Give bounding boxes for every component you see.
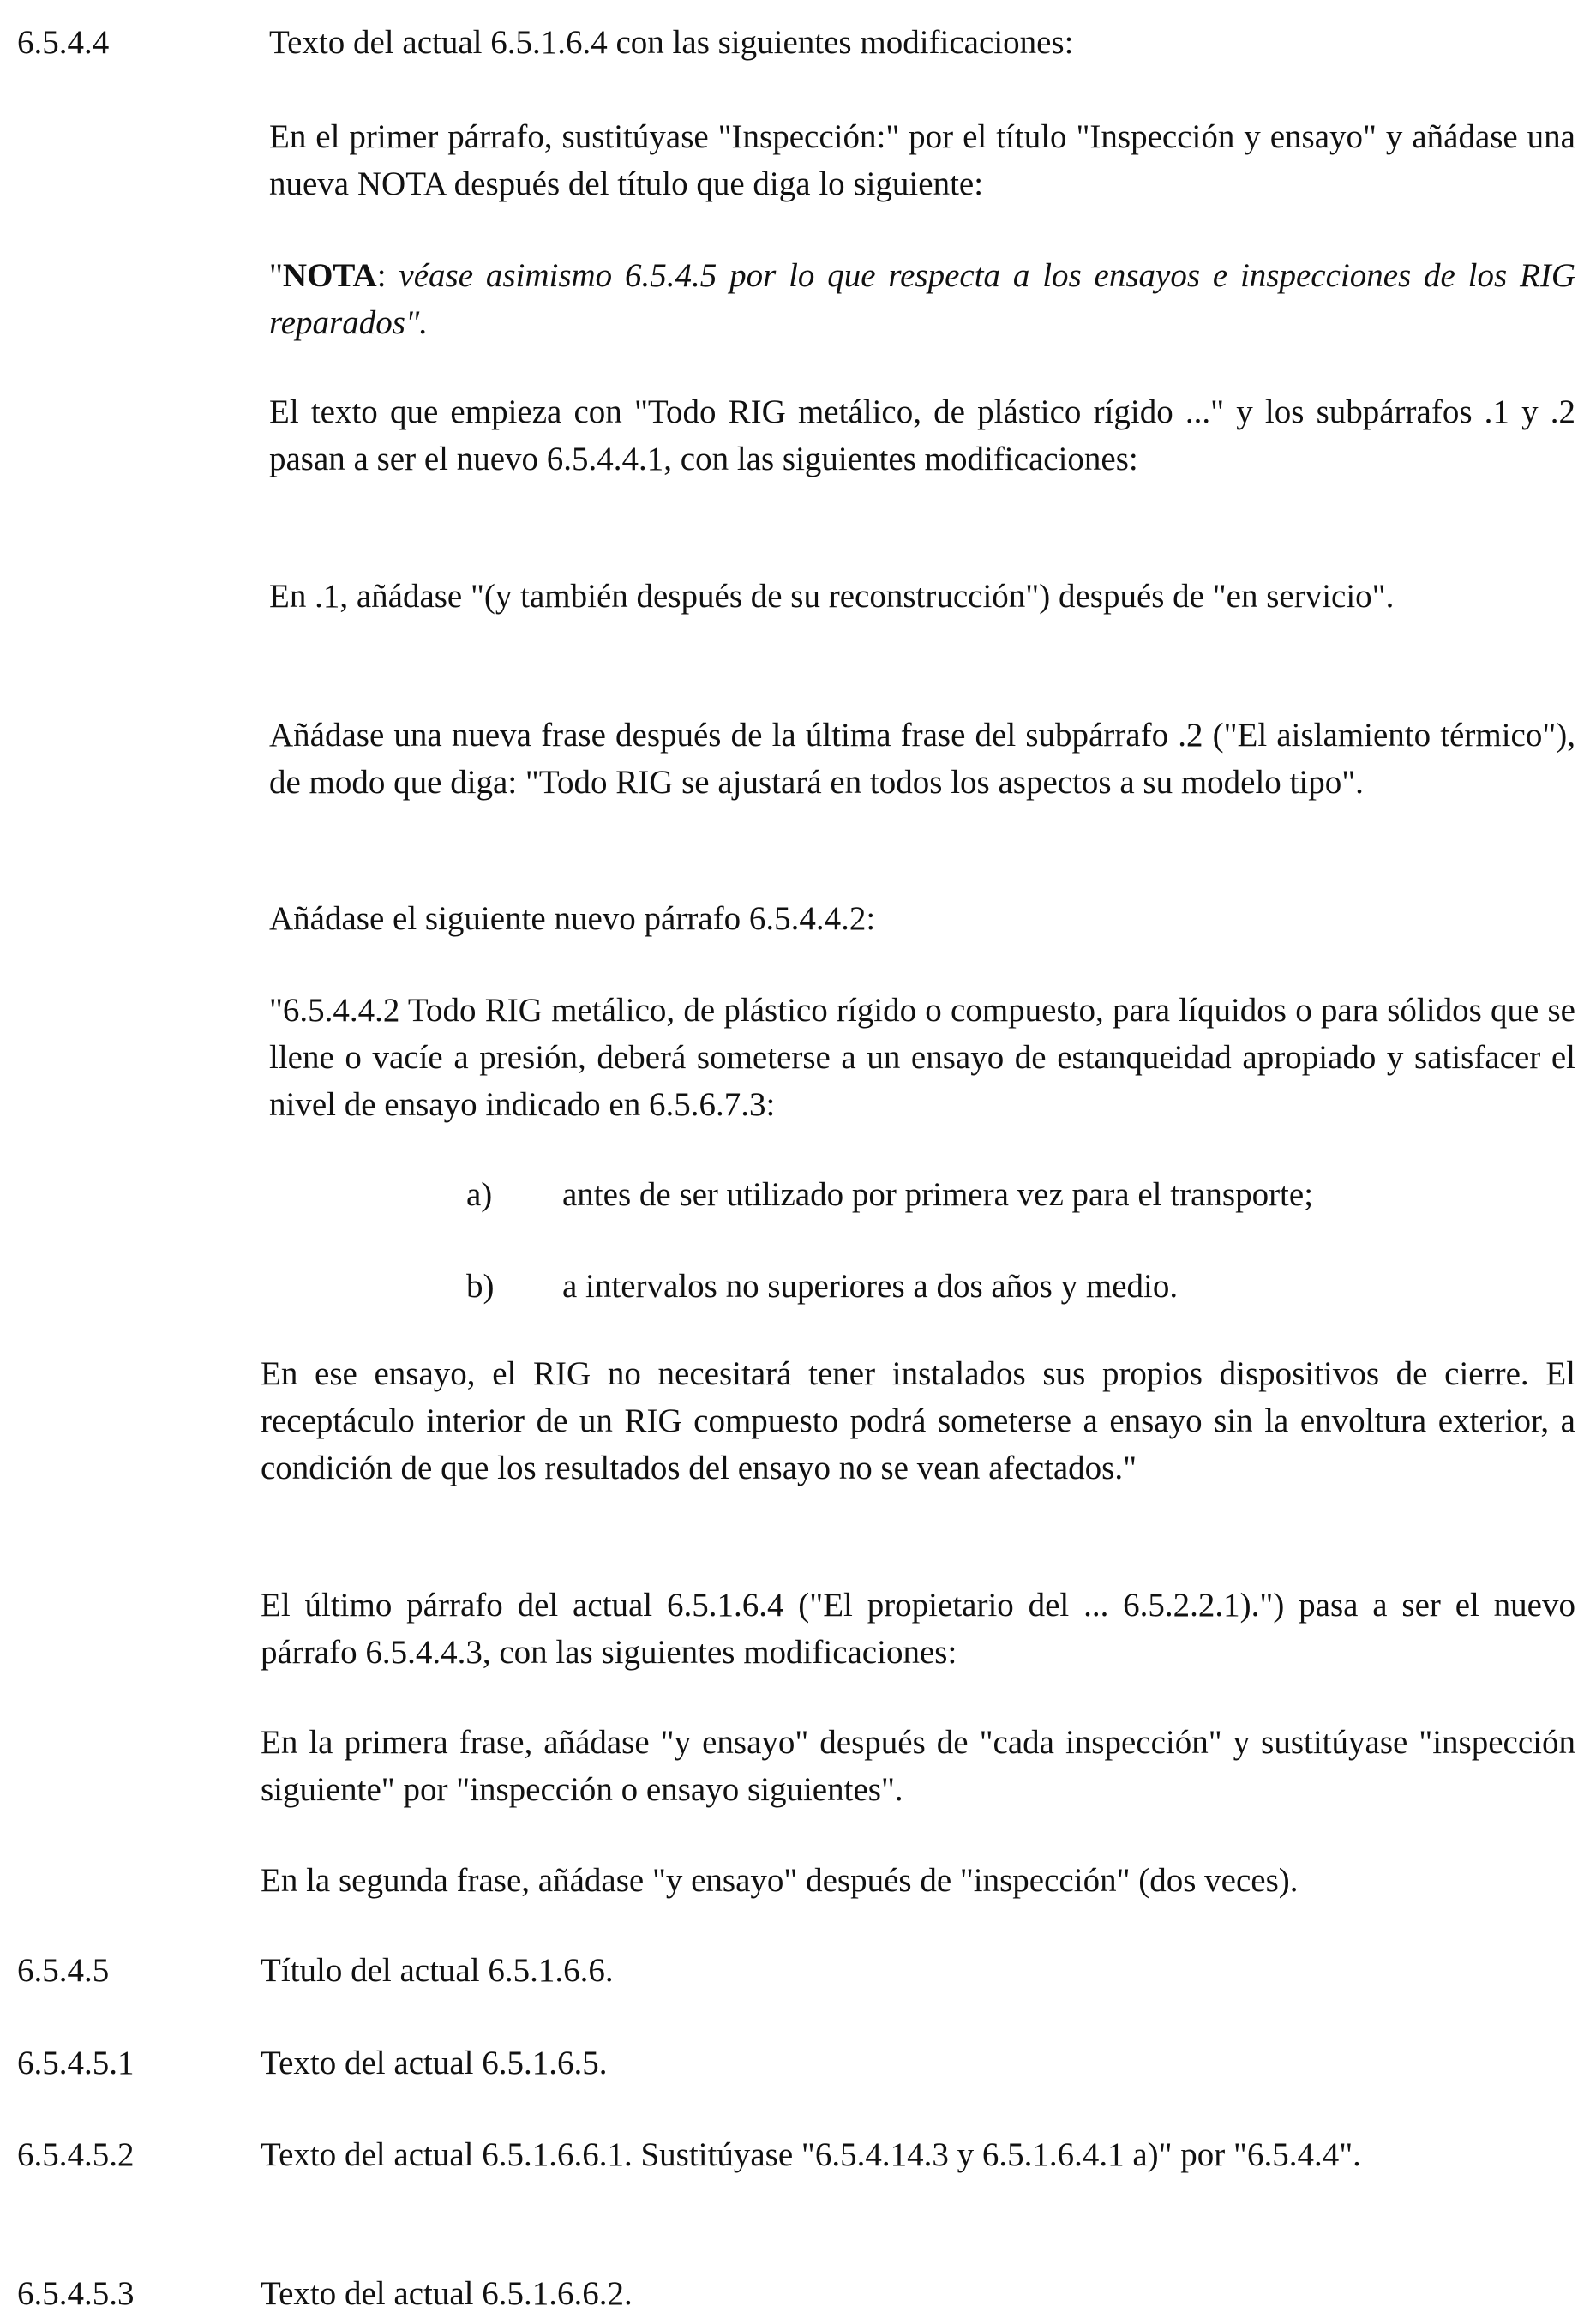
- list-item-label: a): [466, 1176, 493, 1213]
- quoted-paragraph: "6.5.4.4.2 Todo RIG metálico, de plástico rígido o compuesto, para líquidos o para sólidos que se llene o vacíe a presión, deberá someterse a un ensayo de estanqueidad apropiado y satisfacer el nivel de ensayo indicado en 6.5.6.7.3:: [269, 992, 1575, 1123]
- section-number: 6.5.4.5.2: [17, 2136, 135, 2173]
- section-number: 6.5.4.4: [17, 24, 110, 61]
- note-label: NOTA: [282, 257, 377, 294]
- list-item-text: a intervalos no superiores a dos años y medio.: [562, 1268, 1179, 1305]
- paragraph: Añádase el siguiente nuevo párrafo 6.5.4.4.2:: [269, 900, 876, 937]
- note-colon: :: [376, 257, 399, 294]
- section-number: 6.5.4.5.1: [17, 2045, 135, 2081]
- section-number: 6.5.4.5: [17, 1952, 110, 1989]
- paragraph: En .1, añádase "(y también después de su reconstrucción") después de "en servicio".: [269, 578, 1395, 615]
- section-text: Texto del actual 6.5.1.6.6.2.: [261, 2275, 633, 2312]
- section-text: Texto del actual 6.5.1.6.5.: [261, 2045, 608, 2081]
- paragraph: En la segunda frase, añádase "y ensayo" después de "inspección" (dos veces).: [261, 1862, 1299, 1899]
- list-item-text: antes de ser utilizado por primera vez para el transporte;: [562, 1176, 1314, 1213]
- section-text: Texto del actual 6.5.1.6.6.1. Sustitúyase "6.5.4.14.3 y 6.5.1.6.4.1 a)" por "6.5.4.4".: [261, 2136, 1361, 2173]
- paragraph: En ese ensayo, el RIG no necesitará tener instalados sus propios dispositivos de cierre. El receptáculo interior de un RIG compuesto podrá someterse a ensayo sin la envoltura exterior, a condición de que los resultados del ensayo no se vean afectados.": [261, 1355, 1575, 1486]
- note-paragraph: [269, 252, 1575, 346]
- paragraph: El texto que empieza con "Todo RIG metálico, de plástico rígido ..." y los subpárrafos .1 y .2 pasan a ser el nuevo 6.5.4.4.1, con las siguientes modificaciones:: [269, 393, 1575, 477]
- section-number: 6.5.4.5.3: [17, 2275, 135, 2312]
- paragraph: En el primer párrafo, sustitúyase "Inspección:" por el título "Inspección y ensayo" y añádase una nueva NOTA después del título que diga lo siguiente:: [269, 118, 1575, 202]
- section-text: Texto del actual 6.5.1.6.4 con las siguientes modificaciones:: [269, 24, 1074, 61]
- paragraph: Añádase una nueva frase después de la última frase del subpárrafo .2 ("El aislamiento térmico"), de modo que diga: "Todo RIG se ajustará en todos los aspectos a su modelo tipo".: [269, 717, 1575, 801]
- note-quote: ": [269, 257, 283, 294]
- paragraph: El último párrafo del actual 6.5.1.6.4 ("El propietario del ... 6.5.2.2.1).") pasa a ser el nuevo párrafo 6.5.4.4.3, con las siguientes modificaciones:: [261, 1587, 1575, 1671]
- note-text: véase asimismo 6.5.4.5 por lo que respecta a los ensayos e inspecciones de los RIG reparados".: [269, 257, 1575, 341]
- paragraph: En la primera frase, añádase "y ensayo" después de "cada inspección" y sustitúyase "inspección siguiente" por "inspección o ensayo siguientes".: [261, 1724, 1575, 1808]
- list-item-label: b): [466, 1268, 495, 1305]
- section-text: Título del actual 6.5.1.6.6.: [261, 1952, 614, 1989]
